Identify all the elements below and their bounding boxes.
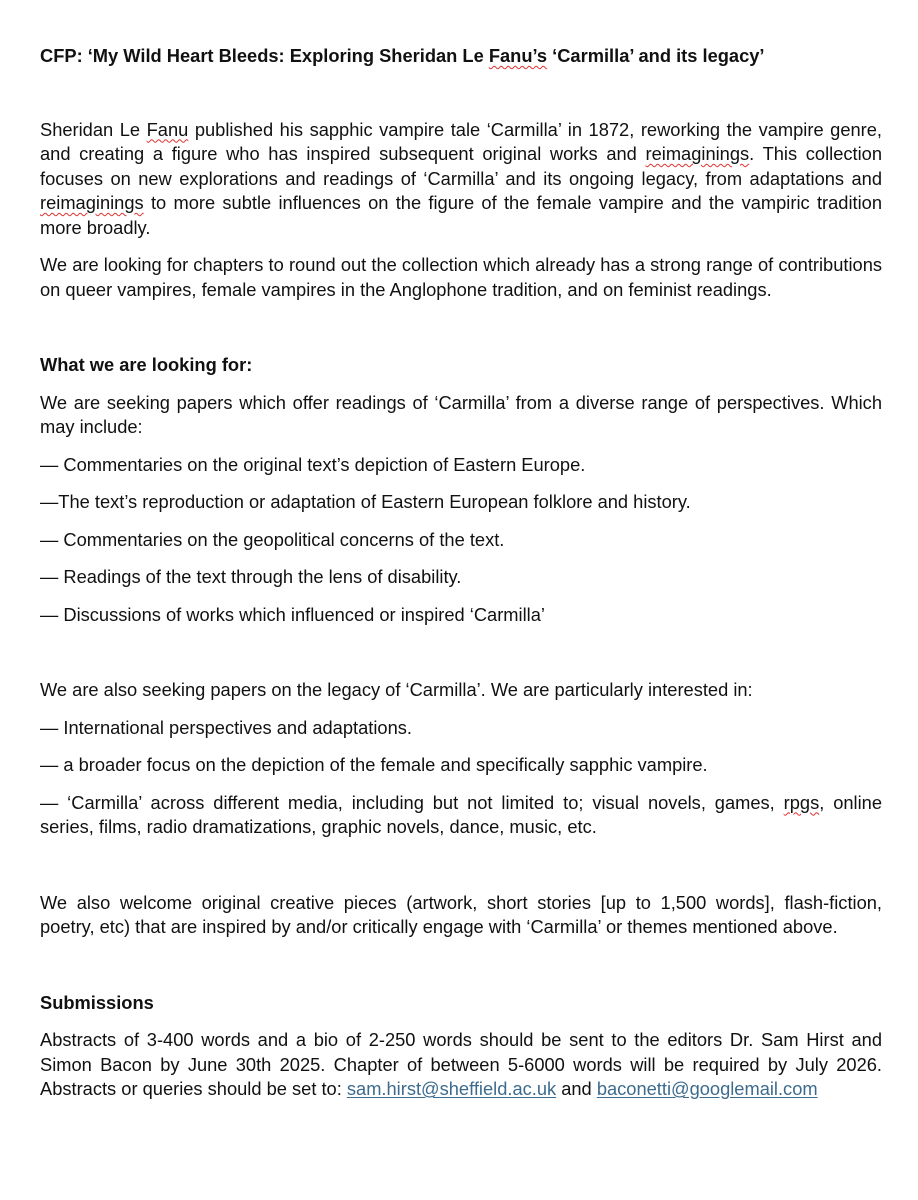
intro-paragraph-1 — [40, 118, 882, 241]
submissions-text: Abstracts of 3-400 words and a bio of 2-250 words should be sent to the editors Dr. Sam Hirst and Simon Bacon by June 30th 2025. Chapter of between 5-6000 words will be required by July 2026. Abstracts or queries should be set to: — [40, 1029, 882, 1099]
document-page — [40, 44, 882, 1102]
submissions-text: and — [556, 1078, 597, 1099]
submissions-paragraph — [40, 1028, 882, 1102]
title-part-2: ‘Carmilla’ and its legacy’ — [547, 45, 765, 66]
intro-paragraph-2: We are looking for chapters to round out the collection which already has a strong range of contributions on queer vampires, female vampires in the Anglophone tradition, and on feminist readings. — [40, 254, 882, 300]
list-item: — a broader focus on the depiction of the female and specifically sapphic vampire. — [40, 754, 708, 775]
intro-text: . This collection focuses on new explorations and readings of ‘Carmilla’ and its ongoing legacy, from adaptations and — [40, 143, 882, 189]
intro-text: published his sapphic vampire tale ‘Carmilla’ in 1872, reworking the vampire genre, and creating a figure who has inspired subsequent original works and — [40, 118, 883, 164]
media-text: — ‘Carmilla’ across different media, including but not limited to; visual novels, games, — [40, 791, 784, 813]
email-link-baconetti[interactable]: baconetti@googlemail.com — [596, 1078, 818, 1099]
list-item-media — [40, 791, 882, 840]
list-item: —The text’s reproduction or adaptation of Eastern European folklore and history. — [40, 491, 691, 512]
legacy-intro: We are also seeking papers on the legacy of ‘Carmilla’. We are particularly interested in: — [40, 679, 753, 700]
misspelled-word[interactable]: Fanu — [146, 118, 189, 140]
misspelled-word[interactable]: reimaginings — [40, 192, 144, 213]
email-link-sam-hirst[interactable]: sam.hirst@sheffield.ac.uk — [346, 1078, 557, 1099]
list-item: — Commentaries on the geopolitical concerns of the text. — [40, 528, 505, 550]
list-item: — Commentaries on the original text’s depiction of Eastern Europe. — [40, 453, 586, 475]
creative-paragraph: We also welcome original creative pieces (artwork, short stories [up to 1,500 words], flash-fiction, poetry, etc) that are inspired by and/or critically engage with ‘Carmilla’ or themes mentioned above. — [40, 891, 882, 937]
misspelled-word[interactable]: reimaginings — [645, 143, 750, 164]
submissions-heading: Submissions — [40, 991, 154, 1013]
misspelled-word[interactable]: Fanu’s — [488, 45, 548, 66]
media-text: , online series, films, radio dramatizations, graphic novels, dance, music, etc. — [40, 791, 883, 837]
document-title — [40, 44, 882, 69]
intro-text: to more subtle influences on the figure of the female vampire and the vampiric tradition more broadly. — [40, 192, 882, 238]
title-part-1: CFP: ‘My Wild Heart Bleeds: Exploring Sheridan Le — [40, 45, 489, 66]
looking-for-intro: We are seeking papers which offer readings of ‘Carmilla’ from a diverse range of perspectives. Which may include: — [40, 391, 882, 437]
list-item: — International perspectives and adaptations. — [40, 716, 412, 738]
misspelled-word[interactable]: rpgs — [783, 791, 820, 813]
list-item: — Readings of the text through the lens of disability. — [40, 566, 462, 587]
looking-for-heading: What we are looking for: — [40, 354, 253, 375]
list-item: — Discussions of works which influenced or inspired ‘Carmilla’ — [40, 603, 545, 625]
intro-text: Sheridan Le — [40, 118, 147, 140]
